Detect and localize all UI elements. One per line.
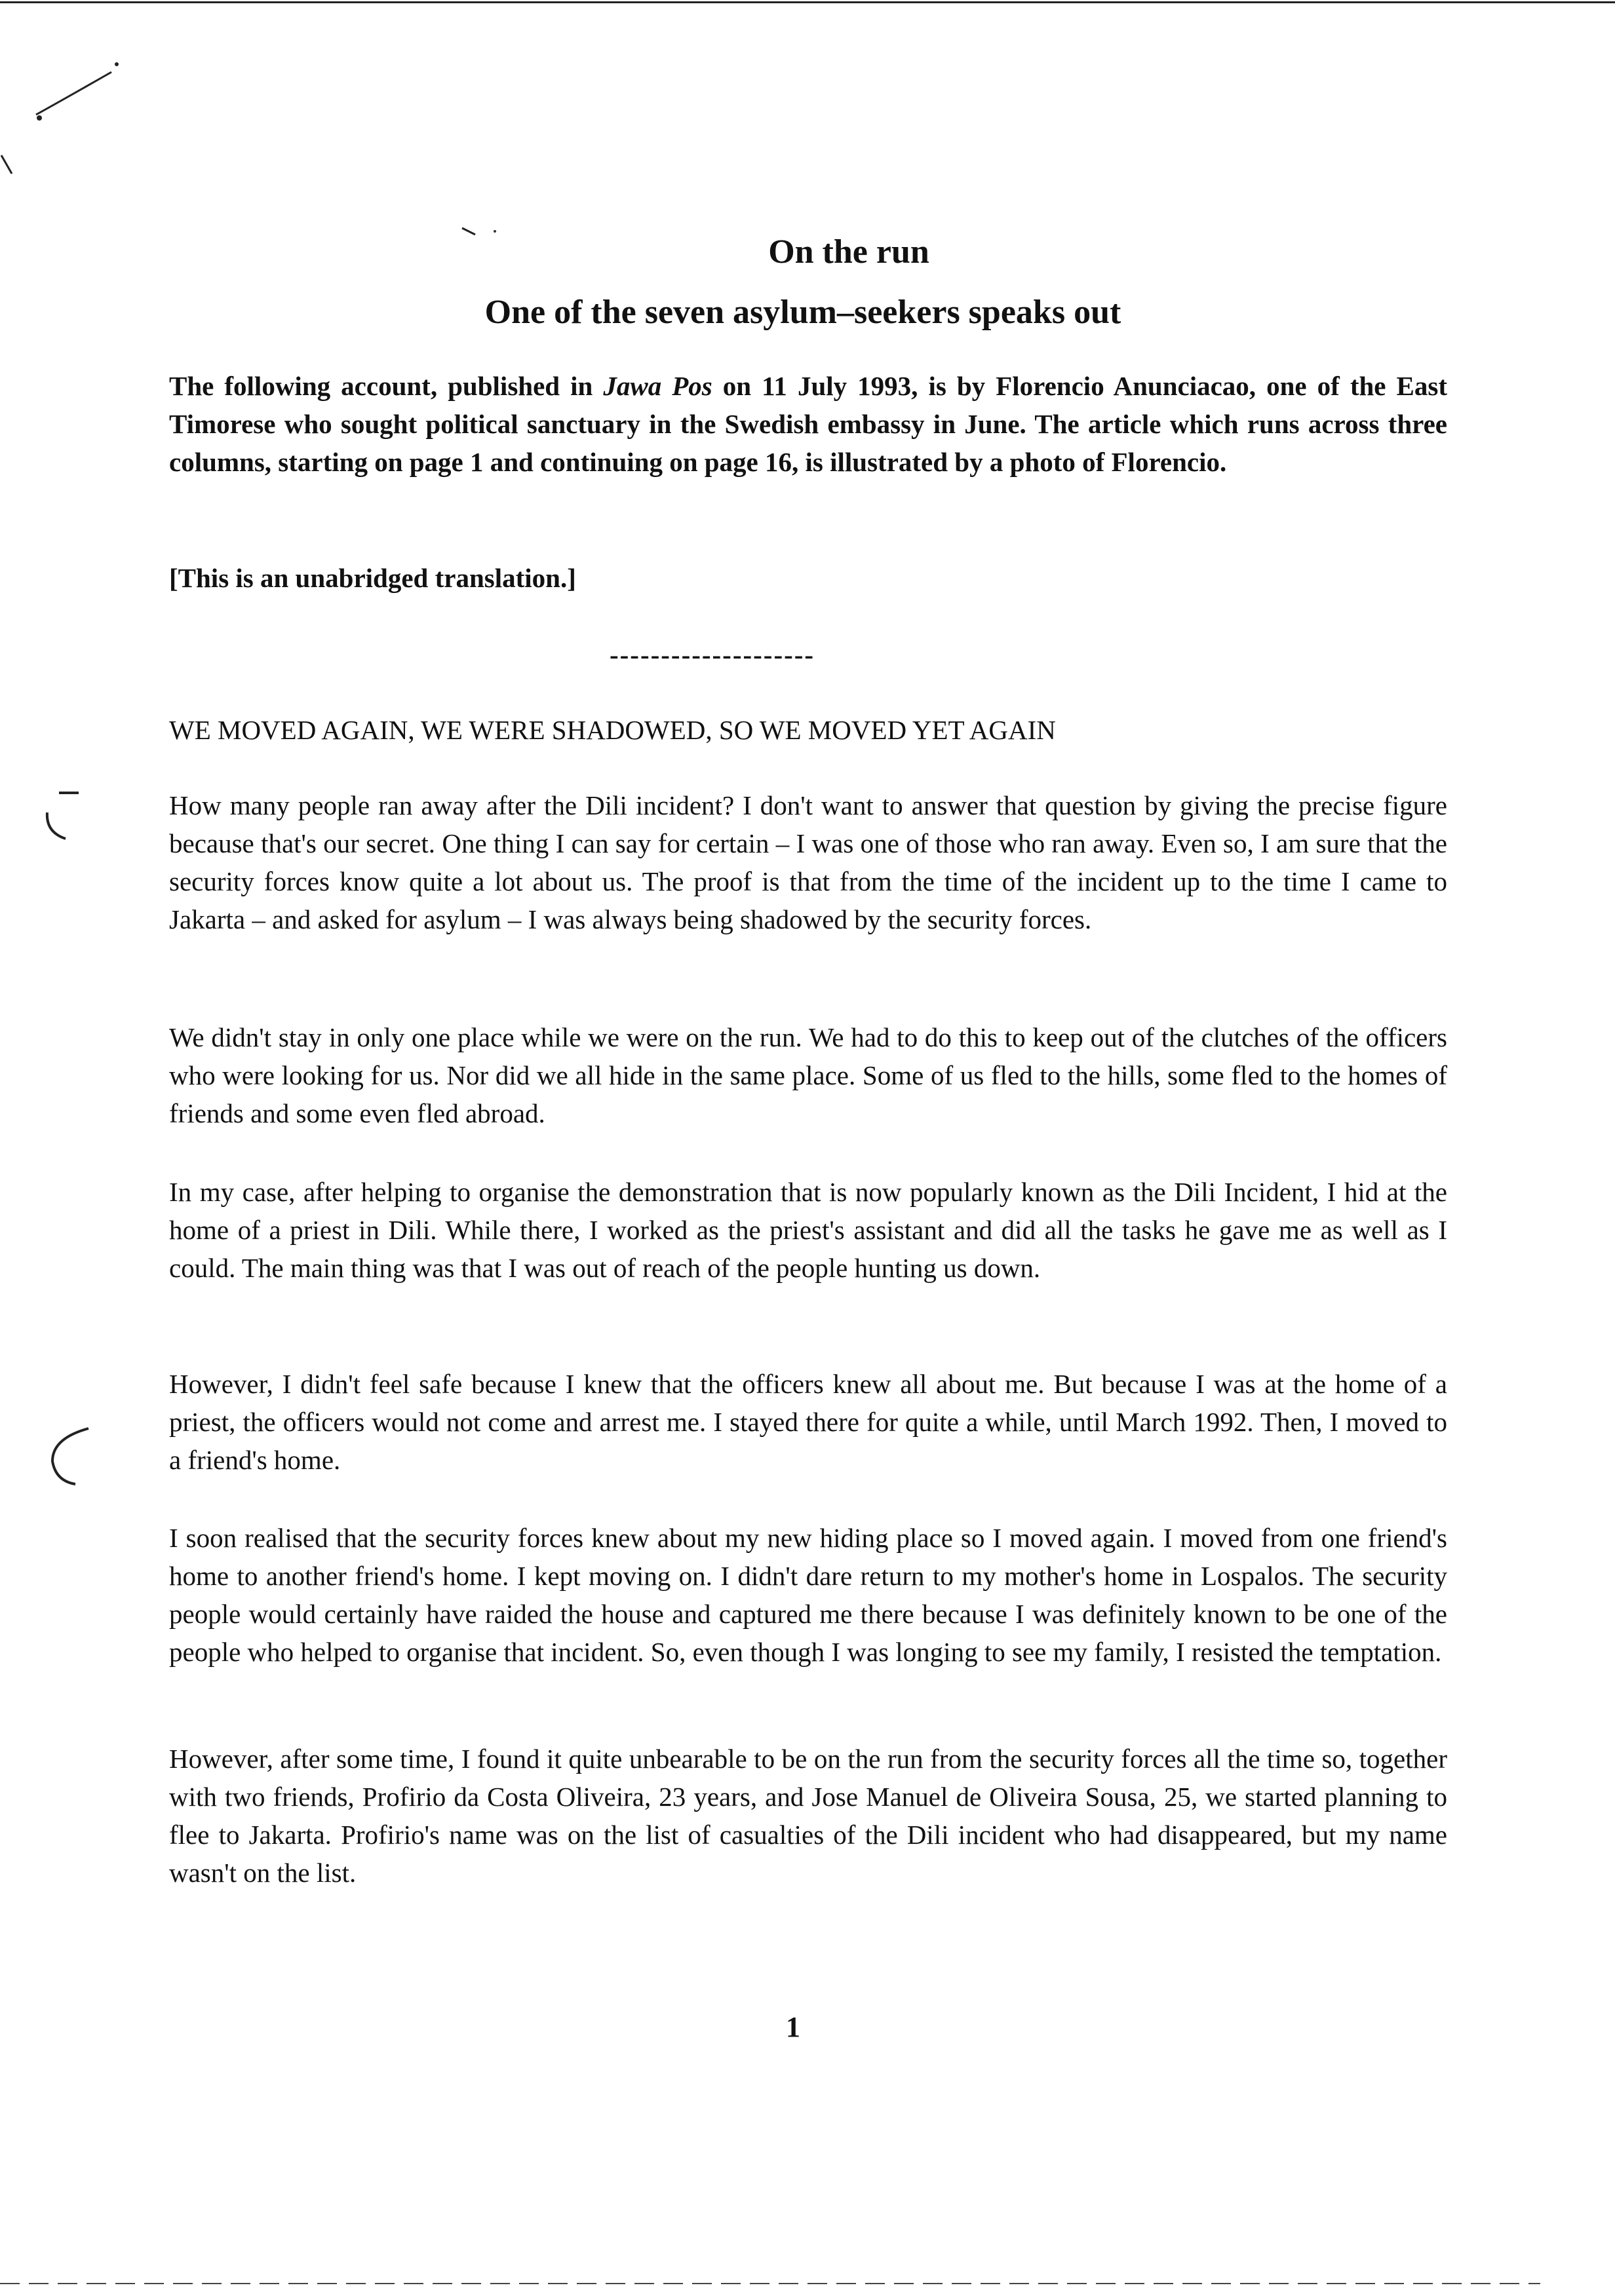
scan-mark-left-tick (0, 154, 20, 180)
body-paragraph-2: We didn't stay in only one place while we were on the run. We had to do this to keep out of the clutches of the officers who were looking for us. Nor did we all hide in the same place. Some of us fled to the hills, some fled to the homes of friends and some even fled abroad. (169, 1022, 1447, 1128)
scan-mark-left-bracket-2 (39, 1425, 98, 1491)
scan-top-edge (0, 1, 1615, 3)
page-number: 1 (786, 2011, 800, 2043)
body-paragraph-1: How many people ran away after the Dili incident? I don't want to answer that question by giving the precise figure because that's our secret. One thing I can say for certain – I was one of those who ran away. Even so, I am sure that the security forces know quite a lot about us. The proof is that from the time of the incident up to the time I came to Jakarta – and asked for asylum – I was always being shadowed by the security forces. (169, 790, 1447, 934)
scan-mark-left-bracket-1 (39, 786, 98, 845)
page-title: On the run (768, 233, 929, 271)
scan-mark-top-left (26, 52, 125, 131)
scan-bottom-edge (0, 2283, 1540, 2284)
translation-note: [This is an unabridged translation.] (169, 563, 576, 593)
section-heading: WE MOVED AGAIN, WE WERE SHADOWED, SO WE MOVED YET AGAIN (169, 715, 1056, 745)
body-paragraph-6: However, after some time, I found it quite unbearable to be on the run from the security forces all the time so, together with two friends, Profirio da Costa Oliveira, 23 years, and Jose Manuel de Oliveira Sousa, 25, we started planning to flee to Jakarta. Profirio's name was on the list of casualties of the Dili incident who had disappeared, but my name wasn't on the list. (169, 1744, 1447, 1888)
body-paragraph-3: In my case, after helping to organise the demonstration that is now popularly known as the Dili Incident, I hid at the home of a priest in Dili. While there, I worked as the priest's assistant and did all the tasks he gave me as well as I could. The main thing was that I was out of reach of the people hunting us down. (169, 1177, 1447, 1283)
page-subtitle: One of the seven asylum–seekers speaks out (484, 294, 1121, 331)
intro-text-start: The following account, published in (169, 371, 604, 401)
body-paragraph-4: However, I didn't feel safe because I knew that the officers knew all about me. But because I was at the home of a priest, the officers would not come and arrest me. I stayed there for quite a while, until March 1992. Then, I moved to a friend's home. (169, 1369, 1447, 1475)
title-block (197, 229, 1409, 335)
section-separator: -------------------- (610, 640, 815, 670)
publication-name: Jawa Pos (603, 371, 712, 401)
body-paragraph-5: I soon realised that the security forces knew about my new hiding place so I moved again. I moved from one friend's home to another friend's home. I kept moving on. I didn't dare return to my mother's home in Lospalos. The security people would certainly have raided the house and captured me there because I was definitely known to be one of the people who helped to organise that incident. So, even though I was longing to see my family, I resisted the temptation. (169, 1523, 1447, 1667)
intro-paragraph (169, 367, 1447, 481)
intro-text-end: on 11 July 1993, is by Florencio Anunciacao, one of the East Timorese who sought political sanctuary in the Swedish embassy in June. The article which runs across three columns, starting on page 1 and continuing on page 16, is illustrated by a photo of Florencio. (169, 371, 1447, 477)
